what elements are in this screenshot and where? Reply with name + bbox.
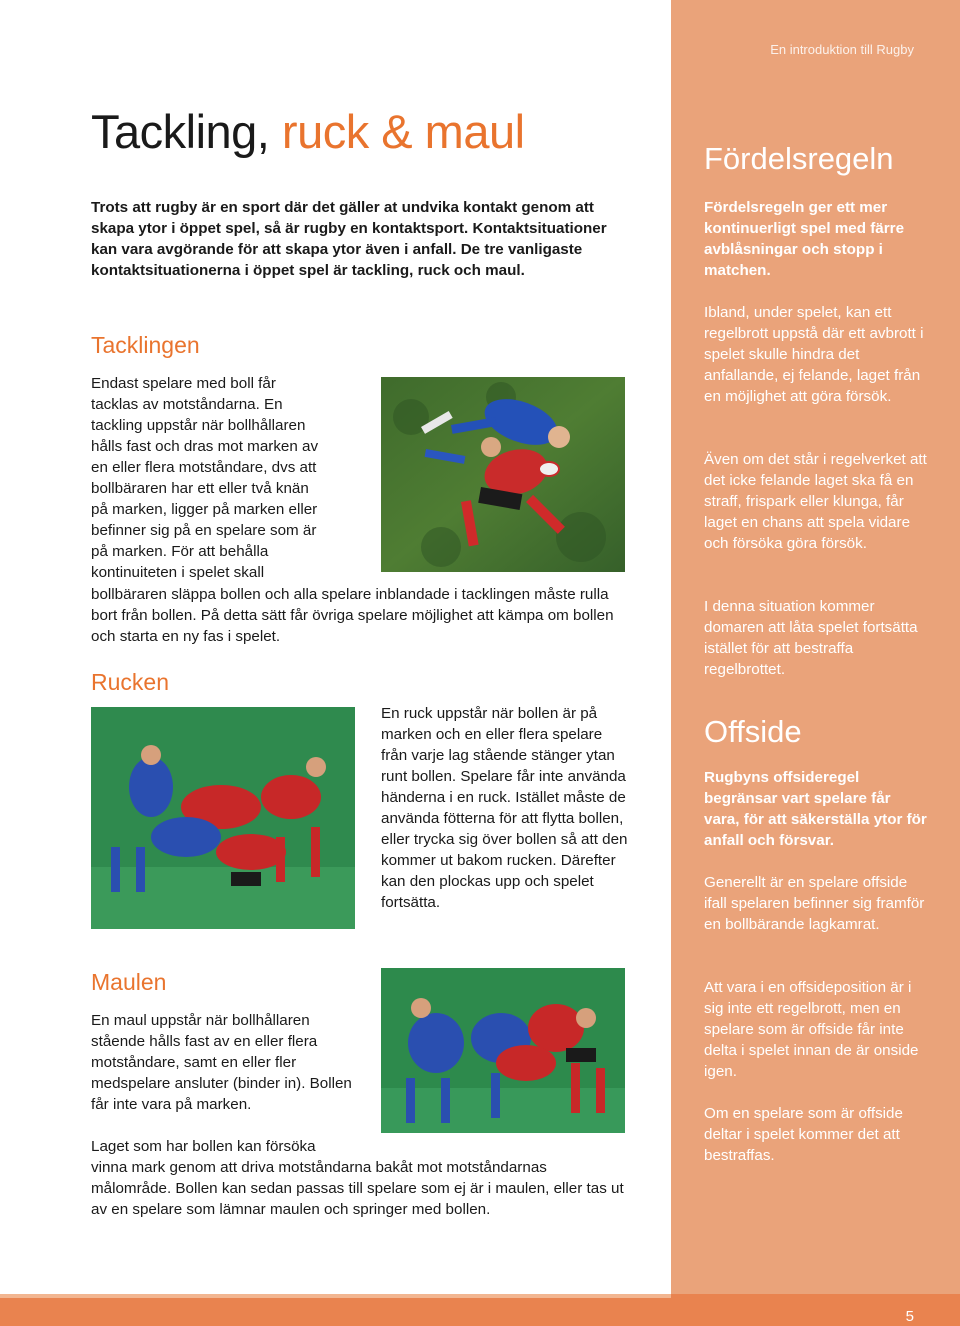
maulen-text: En maul uppstår när bollhållaren stående hålls fast av en eller flera motståndare, samt en eller fler medspelare ansluter (binder in). Bollen får inte vara på marken. xyxy=(91,1012,352,1113)
fordelsregeln-heading: Fördelsregeln xyxy=(704,141,894,176)
maulen-heading: Maulen xyxy=(91,969,167,995)
offside-p2: Att vara i en offsideposition är i sig inte ett regelbrott, men en spelare som är offside får inte delta i spelet innan de är onside igen. xyxy=(704,979,919,1080)
tacklingen-wide-text: bollbäraren släppa bollen och alla spelare inblandade i tacklingen måste rulla bort från bollen. På detta sätt får övriga spelare möjlighet att kämpa om bollen och starta en ny fas i spelet. xyxy=(91,586,614,645)
offside-p1: Generellt är en spelare offside ifall spelaren befinner sig framför en bollbärande lagkamrat. xyxy=(704,874,925,933)
ruck-photo xyxy=(91,707,355,929)
title-accent: ruck & maul xyxy=(281,105,525,158)
fordelsregeln-p1: Ibland, under spelet, kan ett regelbrott uppstå där ett avbrott i spelet skulle hindra det anfallande, ej felande, laget från en möjlighet att göra försök. xyxy=(704,304,924,405)
tackle-photo xyxy=(381,377,625,572)
offside-lead: Rugbyns offsideregel begränsar vart spelare får vara, för att säkerställa ytor för anfall och försvar. xyxy=(704,769,927,849)
title-main: Tackling, xyxy=(91,105,270,158)
fordelsregeln-lead: Fördelsregeln ger ett mer kontinuerligt spel med färre avblåsningar och stopp i matchen. xyxy=(704,199,905,279)
page-number: 5 xyxy=(905,1308,914,1325)
offside-p3: Om en spelare som är offside deltar i spelet kommer det att bestraffas. xyxy=(704,1105,903,1164)
fordelsregeln-p3: I denna situation kommer domaren att låta spelet fortsätta istället för att bestraffa regelbrottet. xyxy=(704,598,918,678)
offside-heading: Offside xyxy=(704,714,802,749)
page-title xyxy=(91,104,525,159)
intro-paragraph: Trots att rugby är en sport där det gäller at undvika kontakt genom att skapa ytor i öppet spel, så är rugby en kontaktsport. Kontaktsituationer kan vara avgörande för att skapa ytor även i anfall. De tre vanligaste kontaktsituationerna i öppet spel är tackling, ruck och maul. xyxy=(91,199,607,279)
tacklingen-narrow-text: Endast spelare med boll får tacklas av motståndarna. En tackling uppstår när bollhållaren hålls fast och dras mot marken av en eller flera motståndare, dvs att bollbäraren har ett eller två knän på marken, ligger på marken eller befinner sig på en spelare som är på marken. För att behålla kontinuiteten i spelet skall xyxy=(91,375,319,581)
maulen-first-line: Laget som har bollen kan försöka xyxy=(91,1138,316,1155)
fordelsregeln-p2: Även om det står i regelverket att det icke felande laget ska få en straff, frispark eller klunga, får laget en chans att spela vidare och försöka göra försök. xyxy=(704,451,927,552)
tacklingen-heading: Tacklingen xyxy=(91,332,200,358)
maul-photo xyxy=(381,968,625,1133)
footer-bar xyxy=(0,1294,960,1326)
maulen-rest-text: vinna mark genom att driva motståndarna bakåt mot motståndarnas målområde. Bollen kan sedan passas till spelare som ej är i maulen, eller tas ut av en spelare som lämnar maulen och springer med bollen. xyxy=(91,1159,624,1218)
rucken-heading: Rucken xyxy=(91,669,169,695)
rucken-text: En ruck uppstår när bollen är på marken och en eller flera spelare från varje lag stående stänger ytan runt bollen. Spelare får inte använda händerna i en ruck. Istället måste de använda fötterna för att flytta bollen, eller trycka sig över bollen så att den kommer ut bakom rucken. Därefter kan den plockas upp och spelet fortsätta. xyxy=(381,705,628,911)
running-head: En introduktion till Rugby xyxy=(770,42,914,57)
